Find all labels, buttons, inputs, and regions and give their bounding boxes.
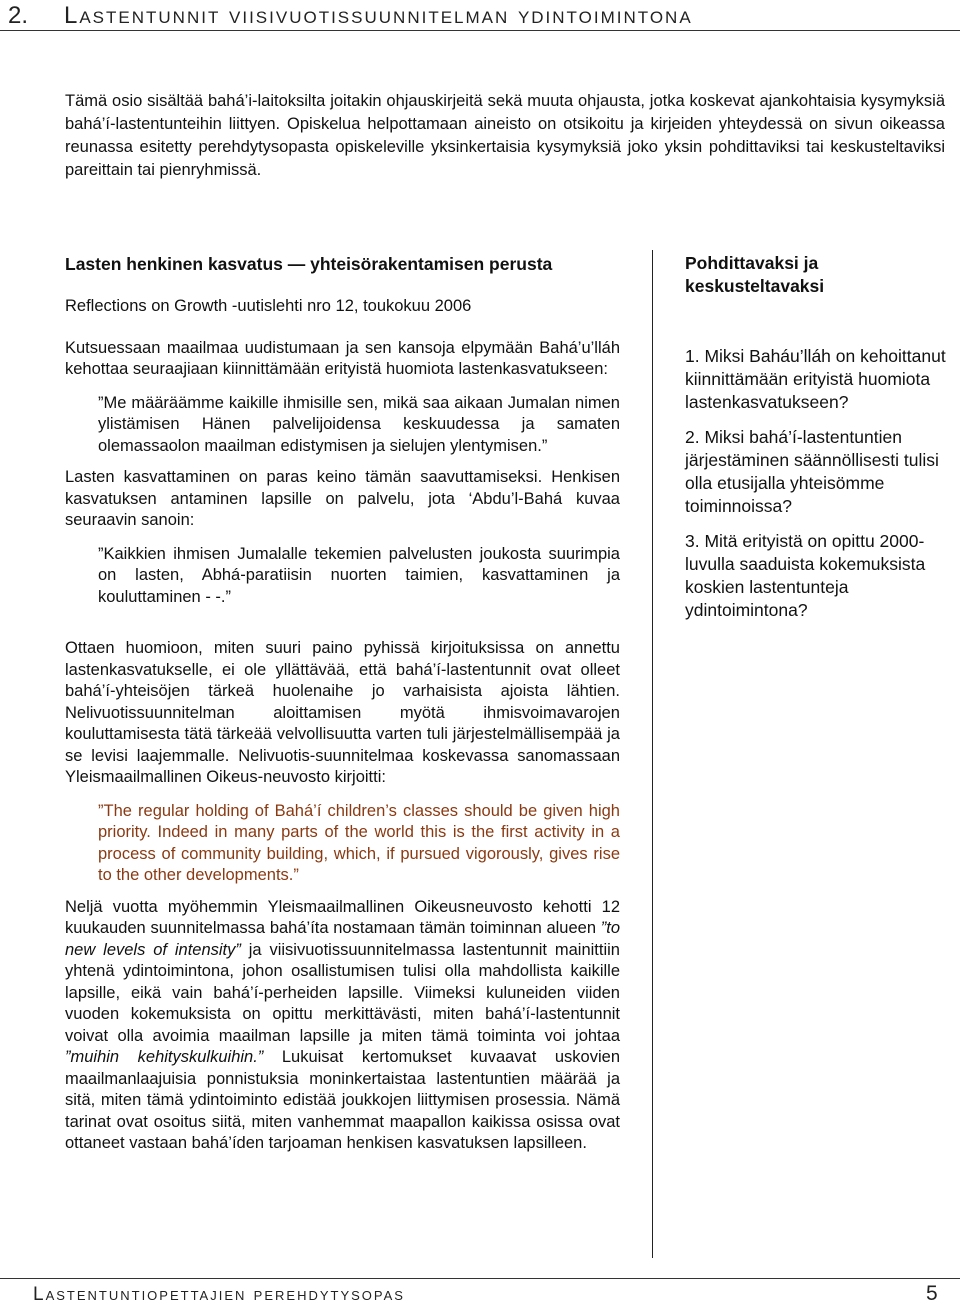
emphasis-other-developments: ”muihin kehityskulkuihin.” [65,1048,264,1066]
quote-abdul-baha: ”Kaikkien ihmisen Jumalalle tekemien palvelusten joukosta suurimpia on lasten, Abhá-paratiisin nuorten taimien, kasvattaminen ja kouluttaminen - -.” [98,544,620,606]
question-2: 2. Miksi bahá’í-lastentuntien järjestäminen säännöllisesti tulisi olla etusijalla yhteisömme toiminnoissa? [685,427,939,516]
paragraph-4-part-b: ja viisivuotissuunnitelmassa lastentunnit mainittiin yhtenä ydintoimintona, johon osallistumisen tulisi olla mahdollista kaikille lapsille, eikä vain bahá’í-perheiden lapsille. Viimeksi kuluneiden viiden vuoden kokemuksista on opittu merkittävästi, miten bahá’í-lastentunnit voivat olla avoimia maailman lapsille ja miten tämä toiminta voi johtaa [65,940,620,1045]
page-number: 5 [926,1282,938,1305]
article-paragraph-2: Lasten kasvattaminen on paras keino tämän saavuttamiseksi. Henkisen kasvatuksen antaminen lapsille on palvelu, jota ‘Abdu’l-Bahá kuvaa seuraavin sanoin: [65,468,620,529]
quote-universal-house-of-justice: ”The regular holding of Bahá’í children’s classes should be given high priority. Indeed in many parts of the world this is the first activity in a process of community building, which, if pursued vigorously, gives rise to the other developments.” [98,801,620,884]
article-paragraph-4 [65,897,620,1155]
article-paragraph-3: Ottaen huomioon, miten suuri paino pyhissä kirjoituksissa on annettu lastenkasvatukselle, ei ole yllättävää, että bahá’í-lastentunnit ovat olleet bahá’í-yhteisöjen tärkeä huolenaihe jo varhaisista ajoista lähtien. Nelivuotissuunnitelman aloittamisen myötä ihmisvoimavarojen kouluttamisesta tätä tärkeää velvollisuutta varten tuli järjestelmällisempää ja se levisi laajemmalle. Nelivuotis-suunnitelmaa koskevassa sanomassaan Yleismaailmallinen Oikeus-neuvosto kirjoitti: [65,639,620,786]
question-3: 3. Mitä erityistä on opittu 2000-luvulla saaduista kokemuksista koskien lastentunteja ydintoimintona? [685,531,926,620]
intro-paragraph: Tämä osio sisältää bahá’i-laitoksilta joitakin ohjauskirjeitä sekä muuta ohjausta, jotka koskevat ajankohtaisia kysymyksiä bahá’í-lastentunteihin liittyen. Opiskelua helpottamaan aineisto on otsikoitu ja kirjeiden yhteydessä on sivun oikeassa reunassa esitetty perehdytysopasta opiskeleville yksinkertaisia kysymyksiä joko yksin pohdittaviksi tai keskusteltaviksi pareittain tai pienryhmissä. [65,92,945,179]
chapter-number: 2. [8,2,29,29]
paragraph-4-part-a: Neljä vuotta myöhemmin Yleismaailmallinen Oikeusneuvosto kehotti 12 kuukauden suunnitelmassa bahá’íta nostamaan tämän toiminnan alueen [65,897,620,937]
emphasis-new-levels: ”to new levels of intensity” [65,919,620,959]
chapter-title: Lastentunnit viisivuotissuunnitelman ydintoimintona [64,2,693,29]
paragraph-4-part-c: Lukuisat kertomukset kuvaavat uskovien maailmanlaajuisia ponnistuksia moninkertaistaa lastentuntien määrää ja sitä, miten tämä ydintoiminto edistää joukkojen liittymisen prosessia. Nämä tarinat ovat osoitus siitä, miten vanhemmat maapallon kaikissa osissa ovat ottaneet vastaan bahá’íden tarjoaman henkisen kasvatuksen lapsilleen. [65,1048,620,1152]
page-header [0,0,960,36]
article-column [65,252,620,1155]
quote-bahaullah: ”Me määräämme kaikille ihmisille sen, mikä saa aikaan Jumalan nimen ylistämisen Hänen palvelijoidensa keskuudessa ja samaten olemassaolon maailman edistymisen ja sielujen ylentymisen.” [98,393,620,455]
article-title: Lasten henkinen kasvatus — yhteisörakentamisen perusta [65,254,553,274]
article-source: Reflections on Growth -uutislehti nro 12, toukokuu 2006 [65,297,472,315]
discussion-sidebar [685,252,955,634]
column-divider [652,250,653,1258]
footer-title: Lastentuntiopettajien perehdytysopas [33,1284,405,1305]
question-1: 1. Miksi Baháu’lláh on kehoittanut kiinnittämään erityistä huomiota lastenkasvatukseen? [685,346,946,412]
header-rule [0,30,960,31]
sidebar-title: Pohdittavaksi ja keskusteltavaksi [685,253,825,296]
article-paragraph-1: Kutsuessaan maailmaa uudistumaan ja sen kansoja elpymään Bahá’u’lláh kehottaa seuraajiaan kiinnittämään erityistä huomiota lastenkasvatukseen: [65,338,620,378]
footer-rule [0,1278,960,1279]
page-footer [0,1278,960,1308]
